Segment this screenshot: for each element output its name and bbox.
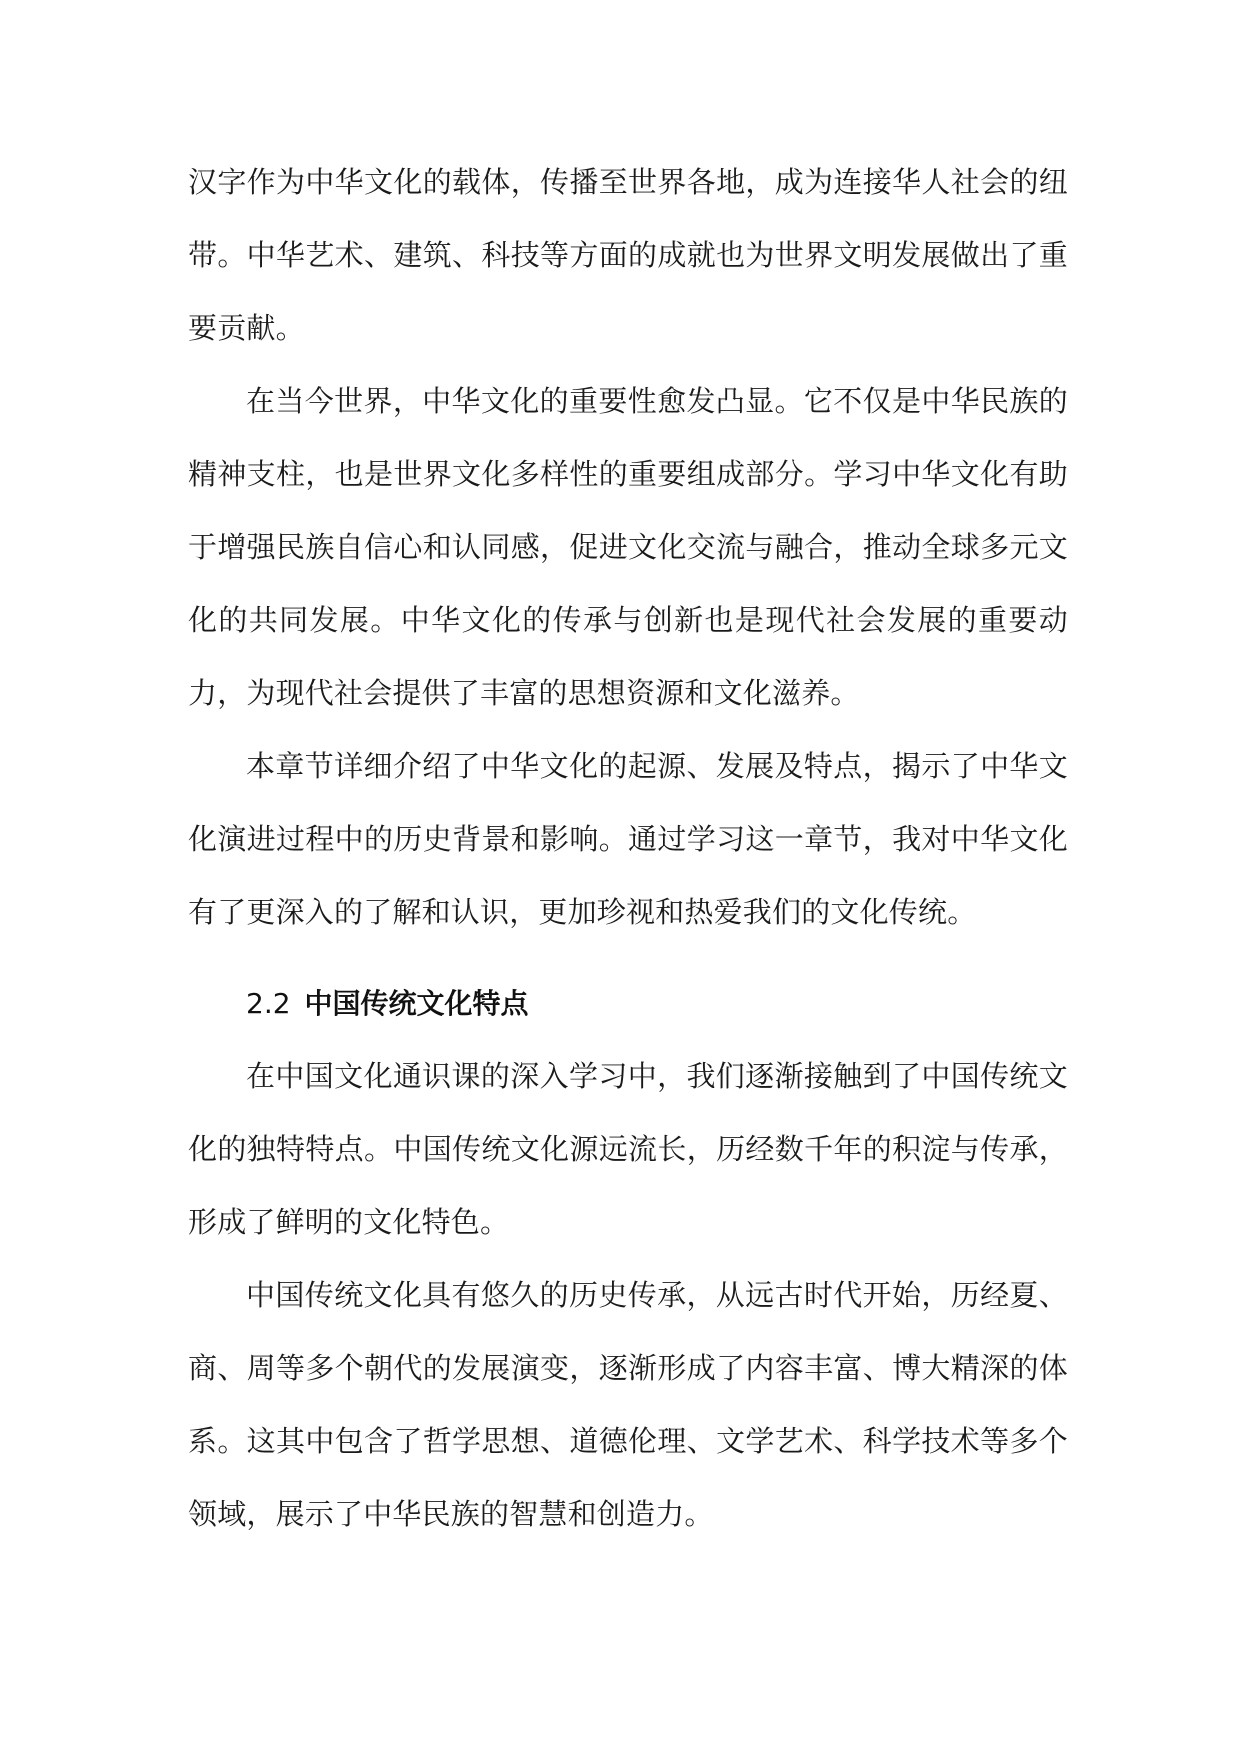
- section-number: 2.2: [246, 987, 291, 1020]
- body-paragraph: 在当今世界，中华文化的重要性愈发凸显。它不仅是中华民族的精神支柱，也是世界文化多样性的重要组成部分。学习中华文化有助于增强民族自信心和认同感，促进文化交流与融合，推动全球多元文化的共同发展。中华文化的传承与创新也是现代社会发展的重要动力，为现代社会提供了丰富的思想资源和文化滋养。: [188, 384, 1068, 710]
- body-paragraph: 本章节详细介绍了中华文化的起源、发展及特点，揭示了中华文化演进过程中的历史背景和影响。通过学习这一章节，我对中华文化有了更深入的了解和认识，更加珍视和热爱我们的文化传统。: [188, 749, 1068, 929]
- body-paragraph: 在中国文化通识课的深入学习中，我们逐渐接触到了中国传统文化的独特特点。中国传统文化源远流长，历经数千年的积淀与传承，形成了鲜明的文化特色。: [188, 1059, 1068, 1239]
- section-title: 中国传统文化特点: [304, 987, 529, 1020]
- body-paragraph: 汉字作为中华文化的载体，传播至世界各地，成为连接华人社会的纽带。中华艺术、建筑、科技等方面的成就也为世界文明发展做出了重要贡献。: [188, 165, 1068, 345]
- document-body: [188, 146, 1068, 1551]
- body-paragraph: 中国传统文化具有悠久的历史传承，从远古时代开始，历经夏、商、周等多个朝代的发展演变，逐渐形成了内容丰富、博大精深的体系。这其中包含了哲学思想、道德伦理、文学艺术、科学技术等多个领域，展示了中华民族的智慧和创造力。: [188, 1278, 1068, 1531]
- section-heading: [188, 967, 1068, 1040]
